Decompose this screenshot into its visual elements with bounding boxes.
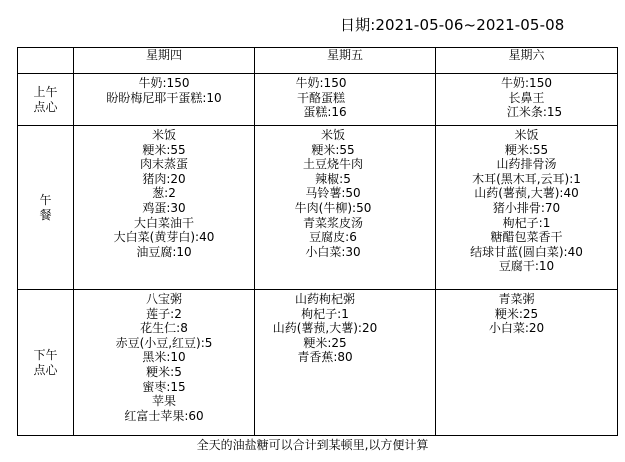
menu-item: 豆腐干:10: [498, 259, 555, 274]
menu-cell: [255, 126, 436, 290]
menu-item: 粳米:55: [504, 142, 549, 157]
header-row: [18, 48, 618, 74]
menu-cell: [255, 74, 436, 126]
menu-item: 牛肉(牛柳):50: [294, 200, 372, 215]
menu-item: 山药(薯蓣,大薯):20: [272, 321, 378, 336]
menu-item: 长鼻王: [508, 90, 545, 105]
meal-label-line: 午: [39, 192, 52, 207]
day-header: 星期四: [74, 48, 255, 74]
menu-item: 枸杞子:1: [502, 215, 551, 230]
menu-item: 青香蕉:80: [297, 350, 353, 365]
weekly-menu-table: [17, 47, 618, 436]
meal-label: [18, 126, 74, 290]
menu-item: 木耳(黑木耳,云耳):1: [472, 171, 581, 186]
meal-label-line: 下午: [33, 347, 58, 362]
date-range-label: 日期:2021-05-06~2021-05-08: [340, 16, 565, 34]
menu-item: 大白菜油干: [133, 215, 194, 230]
menu-item: 枸杞子:1: [301, 306, 349, 321]
menu-item: 苹果: [151, 394, 176, 409]
day-header: 星期六: [436, 48, 618, 74]
menu-item: 土豆烧牛肉: [302, 157, 363, 172]
menu-cell: [436, 74, 618, 126]
menu-item: 干酪蛋糕: [296, 90, 345, 105]
menu-item: 粳米:25: [303, 335, 347, 350]
menu-cell: [436, 290, 618, 436]
corner-cell: [18, 48, 74, 74]
menu-item: 米饭: [151, 128, 176, 142]
menu-item: 猪肉:20: [142, 171, 186, 186]
menu-item: 牛奶:150: [295, 76, 347, 90]
meal-label-line: 上午: [33, 84, 58, 99]
menu-item: 豆腐皮:6: [309, 230, 357, 245]
meal-row-morning-snack: [18, 74, 618, 126]
meal-label: [18, 74, 74, 126]
menu-item: 辣椒:5: [315, 171, 351, 186]
menu-item: 黑米:10: [142, 350, 186, 365]
meal-label-line: 餐: [39, 207, 52, 222]
menu-item: 赤豆(小豆,红豆):5: [115, 335, 213, 350]
menu-item: 牛奶:150: [138, 76, 190, 90]
menu-item: 蛋糕:16: [303, 105, 347, 120]
menu-item: 盼盼梅尼耶干蛋糕:10: [106, 90, 222, 105]
menu-item: 粳米:55: [311, 142, 355, 157]
menu-item: 红富士苹果:60: [124, 408, 204, 423]
menu-item: 大白菜(黄芽白):40: [113, 230, 215, 245]
menu-item: 山药(薯蓣,大薯):40: [474, 186, 579, 201]
menu-item: 糖醋包菜香干: [490, 230, 563, 245]
menu-item: 马铃薯:50: [305, 186, 361, 201]
menu-item: 蜜枣:15: [142, 379, 186, 394]
meal-label-line: 点心: [33, 99, 58, 114]
menu-item: 米饭: [320, 128, 345, 142]
menu-item: 猪小排骨:70: [492, 200, 561, 215]
menu-item: 八宝粥: [145, 292, 182, 306]
menu-item: 鸡蛋:30: [142, 200, 186, 215]
menu-item: 粳米:5: [146, 364, 182, 379]
menu-item: 米饭: [514, 128, 539, 142]
menu-cell: [74, 126, 255, 290]
meal-row-lunch: [18, 126, 618, 290]
meal-label-line: 点心: [33, 362, 58, 377]
menu-item: 山药排骨汤: [496, 157, 557, 172]
menu-item: 莲子:2: [146, 306, 182, 321]
menu-item: 青菜浆皮汤: [302, 215, 363, 230]
meal-row-afternoon-snack: [18, 290, 618, 436]
menu-item: 花生仁:8: [140, 321, 188, 336]
menu-cell: [436, 126, 618, 290]
menu-item: 葱:2: [152, 186, 176, 201]
menu-item: 小白菜:30: [305, 244, 361, 259]
meal-label: [18, 290, 74, 436]
menu-item: 牛奶:150: [501, 76, 552, 90]
menu-item: 青菜粥: [498, 292, 535, 306]
menu-item: 肉末蒸蛋: [139, 157, 188, 172]
menu-item: 粳米:25: [494, 306, 539, 321]
footer-note: 全天的油盐糖可以合计到某顿里,以方便计算: [196, 438, 429, 452]
menu-item: 结球甘蓝(圆白菜):40: [470, 244, 583, 259]
menu-item: 油豆腐:10: [136, 244, 192, 259]
menu-item: 山药枸杞粥: [294, 292, 355, 306]
menu-cell: [255, 290, 436, 436]
menu-item: 粳米:55: [142, 142, 186, 157]
day-header: 星期五: [255, 48, 436, 74]
menu-item: 江米条:15: [506, 105, 563, 120]
menu-item: 小白菜:20: [488, 321, 545, 336]
